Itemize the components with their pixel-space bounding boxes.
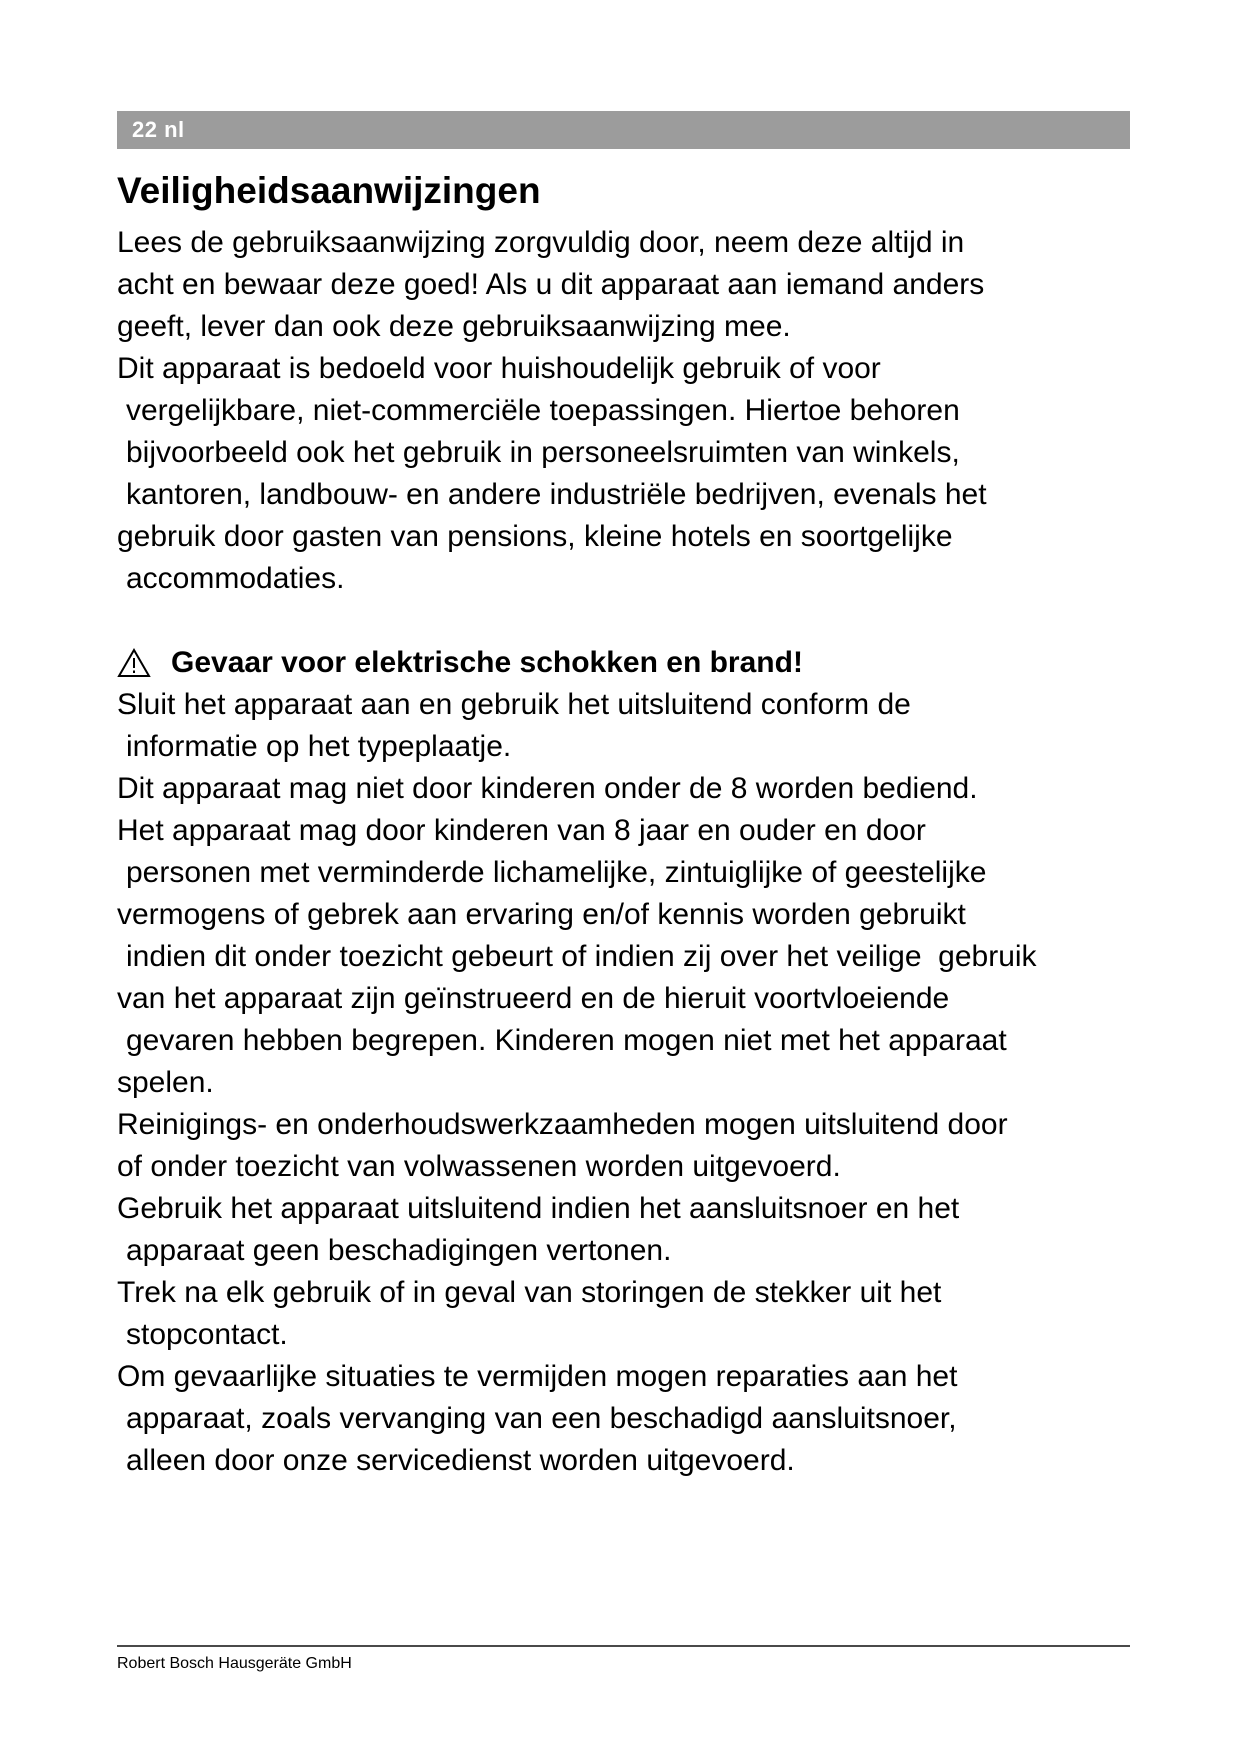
- text-line: stopcontact.: [126, 1318, 288, 1351]
- text-line: acht en bewaar deze goed! Als u dit apparaat aan iemand anders: [117, 268, 985, 301]
- text-line: Dit apparaat is bedoeld voor huishoudelijk gebruik of voor: [117, 352, 881, 385]
- warning-heading-text: Gevaar voor elektrische schokken en brand!: [171, 646, 803, 679]
- text-line: kantoren, landbouw- en andere industriële bedrijven, evenals het: [126, 478, 987, 511]
- text-line: vergelijkbare, niet-commerciële toepassingen. Hiertoe behoren: [126, 394, 960, 427]
- warning-paragraph: [117, 684, 1147, 1482]
- footer-divider: [117, 1645, 1130, 1647]
- text-line: van het apparaat zijn geïnstrueerd en de hieruit voortvloeiende: [117, 982, 950, 1015]
- paragraph-spacer: [117, 600, 1147, 642]
- warning-triangle-icon: [117, 648, 151, 678]
- text-line: Het apparaat mag door kinderen van 8 jaar en ouder en door: [117, 814, 926, 847]
- text-line: vermogens of gebrek aan ervaring en/of kennis worden gebruikt: [117, 898, 966, 931]
- text-line: Om gevaarlijke situaties te vermijden mogen reparaties aan het: [117, 1360, 958, 1393]
- text-line: Dit apparaat mag niet door kinderen onder de 8 worden bediend.: [117, 772, 978, 805]
- warning-heading: [117, 642, 1147, 684]
- text-line: Lees de gebruiksaanwijzing zorgvuldig door, neem deze altijd in: [117, 226, 965, 259]
- text-line: Sluit het apparaat aan en gebruik het uitsluitend conform de: [117, 688, 911, 721]
- text-line: gebruik door gasten van pensions, kleine hotels en soortgelijke: [117, 520, 953, 553]
- document-body: [117, 222, 1147, 1482]
- text-line: alleen door onze servicedienst worden uitgevoerd.: [126, 1444, 795, 1477]
- text-line: spelen.: [117, 1066, 214, 1099]
- text-line: geeft, lever dan ook deze gebruiksaanwijzing mee.: [117, 310, 791, 343]
- text-line: bijvoorbeeld ook het gebruik in personeelsruimten van winkels,: [126, 436, 960, 469]
- text-line: Reinigings- en onderhoudswerkzaamheden mogen uitsluitend door: [117, 1108, 1008, 1141]
- text-line: informatie op het typeplaatje.: [126, 730, 512, 763]
- text-line: personen met verminderde lichamelijke, zintuiglijke of geestelijke: [126, 856, 987, 889]
- purpose-paragraph: [117, 348, 1147, 600]
- text-line: apparaat geen beschadigingen vertonen.: [126, 1234, 672, 1267]
- page-number-label: 22 nl: [132, 117, 185, 142]
- text-line: Trek na elk gebruik of in geval van storingen de stekker uit het: [117, 1276, 942, 1309]
- text-line: accommodaties.: [126, 562, 345, 595]
- text-line: gevaren hebben begrepen. Kinderen mogen niet met het apparaat: [126, 1024, 1007, 1057]
- page-header-bar: [117, 111, 1130, 149]
- text-line: of onder toezicht van volwassenen worden uitgevoerd.: [117, 1150, 841, 1183]
- text-line: apparaat, zoals vervanging van een beschadigd aansluitsnoer,: [126, 1402, 957, 1435]
- footer-company: Robert Bosch Hausgeräte GmbH: [117, 1655, 352, 1672]
- intro-paragraph: [117, 222, 1147, 348]
- page-title: Veiligheidsaanwijzingen: [117, 170, 541, 211]
- text-line: indien dit onder toezicht gebeurt of indien zij over het veilige gebruik: [126, 940, 1037, 973]
- text-line: Gebruik het apparaat uitsluitend indien het aansluitsnoer en het: [117, 1192, 960, 1225]
